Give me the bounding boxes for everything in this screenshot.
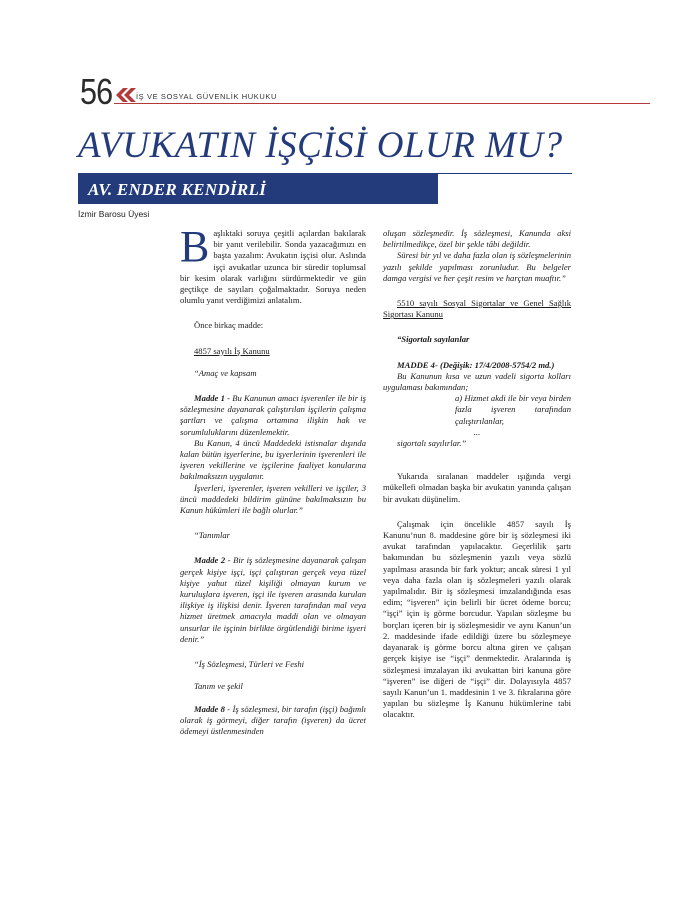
author-name: AV. ENDER KENDİRLİ: [88, 180, 267, 199]
paragraph: Çalışmak için öncelikle 4857 sayılı İş Kanunu’nun 8. maddesine göre bir iş sözleşmesi iki avukat tarafından yapılacaktır. Geçerlilik şartı bakımından bu sözleşmenin yazılı veya sözlü yapılması arasında bir fark yoktur; ancak süresi 1 yıl veya daha fazla olan iş sözleşmeleri yazılı olarak yapılmalıdır. Bir iş sözleşmesi imzalandığında esas edim; “işveren” için belirli bir ücret ödeme borcu; “işçi” için iş görme borcudur. Yapılan sözleşme bu borçları içeren bir iş sözleşmesidir ve aynı Kanun’un 2. maddesinde ifade edildiği üzere bu sözleşmeye dayanarak iş görme borcu altına giren ve çalışan gerçek kişiye ise “işçi” denmektedir. Aralarında iş sözleşmesi imzalayan iki avukattan biri kanuna göre “işveren” ise diğeri de “işçi” dir. Dolayısıyla 4857 sayılı Kanun’un 1. maddesinin 1 ve 3. fıkralarına göre yapılan bu sözleşme İş Kanunu hükümlerine tabi olacaktır.: [383, 518, 571, 720]
law-reference: 4857 sayılı İş Kanunu: [194, 345, 270, 356]
intro-text: aşlıktaki soruya çeşitli açılardan bakılarak bir yanıt verilebilir. Sonda yazacağımızı en başta yazalım: Avukatın işçisi olur. Aslında işçi avukatlar uzunca bir süredir toplumsal bir kesim olarak varlığını sürdürmektedir ve gün geçtikçe de sayıları çoğalmaktadır. Soruya neden olumlu yanıt verdiğimizi anlatalım.: [180, 228, 366, 306]
article-clause: [180, 704, 366, 738]
clause-paragraph: Süresi bir yıl ve daha fazla olan iş sözleşmelerinin yazılı şekilde yapılması zorunludur. Bu belgeler damga vergisi ve her çeşit resim ve harçtan muaftır.”: [383, 250, 571, 283]
clause-paragraph: oluşan sözleşmedir. İş sözleşmesi, Kanunda aksi belirtilmedikçe, özel bir şekle tâbi değildir.: [383, 228, 571, 250]
clause-paragraph: Bu Kanun, 4 üncü Maddedeki istisnalar dışında kalan bütün işyerlerine, bu işyerlerinin işverenleri ile işveren vekillerine ve işçilerine faaliyet konularına bakılmaksızın uygulanır.: [180, 437, 366, 482]
article-title: AVUKATIN İŞÇİSİ OLUR MU?: [78, 125, 563, 166]
clause-label: Madde 2 -: [194, 555, 231, 566]
clause-label: Madde 8 -: [194, 703, 231, 714]
paragraph: Yukarıda sıralanan maddeler ışığında vergi mükellefi olmadan başka bir avukatın yanında çalışan bir avukatı düşünelim.: [383, 471, 571, 504]
clause-text: Bu Kanunun amacı işverenler ile bir iş sözleşmesine dayanarak çalıştırılan işçilerin çalışma şartları ve çalışma ortamına ilişkin hak ve sorumluluklarını düzenlemektir.: [180, 393, 366, 437]
paragraph: Önce birkaç madde:: [194, 320, 264, 331]
list-item: a) Hizmet akdi ile bir veya birden fazla işveren tarafından çalıştırılanlar,: [455, 393, 571, 426]
drop-cap: B: [180, 222, 210, 271]
quote-heading: “Sigortalı sayılanlar: [397, 334, 470, 345]
article-clause: [180, 555, 366, 645]
subheading: Tanım ve şekil: [194, 681, 243, 692]
page-number: 56: [80, 71, 113, 112]
double-chevron-left-icon: [114, 88, 136, 102]
clause-paragraph: Bu Kanunun kısa ve uzun vadeli sigorta kolları uygulaması bakımından;: [383, 370, 571, 393]
quote-heading: “Amaç ve kapsam: [194, 367, 257, 378]
article-clause: [180, 393, 366, 438]
left-column: [180, 222, 366, 737]
clause-text: Bir iş sözleşmesine dayanarak çalışan gerçek kişiye işçi, işçi çalıştıran gerçek veya tüzel kişiye yahut tüzel kişiliği olmayan kurum ve kuruluşlara işveren, işçi ile işveren arasında kurulan ilişkiye iş ilişkisi denir. İşveren tarafından mal veya hizmet üretmek amacıyla maddi olan ve olmayan unsurlar ile işçinin birlikte örgütlendiği birime işyeri denir.”: [180, 555, 366, 644]
clause-paragraph: İşverleri, işverenler, işveren vekilleri ve işçiler, 3 üncü maddedeki bildirim gününe bakılmaksızın bu Kanun hükümleri ile bağlı olurlar.”: [180, 482, 366, 516]
author-affiliation: İzmir Barosu Üyesi: [78, 209, 150, 219]
clause-label: MADDE 4- (Değişik: 17/4/2008-5754/2 md.): [397, 359, 555, 370]
quote-heading: “Tanımlar: [194, 530, 230, 541]
clause-label: Madde 1 -: [194, 393, 230, 404]
law-reference: 5510 sayılı Sosyal Sigortalar ve Genel Sağlık Sigortası Kanunu: [383, 298, 571, 320]
clause-paragraph: sigortalı sayılırlar.”: [397, 438, 467, 449]
section-label: İŞ VE SOSYAL GÜVENLİK HUKUKU: [136, 92, 278, 101]
right-column: [383, 228, 571, 721]
header-divider: [114, 103, 650, 104]
ellipsis: ...: [473, 426, 481, 437]
intro-paragraph: [180, 222, 366, 306]
clause-text: İş sözleşmesi, bir tarafın (işçi) bağımlı olarak iş görmeyi, diğer tarafın (işveren) da ücret ödemeyi üstlenmesinden: [180, 703, 366, 736]
quote-heading: “İş Sözleşmesi, Türleri ve Feshi: [194, 659, 305, 670]
